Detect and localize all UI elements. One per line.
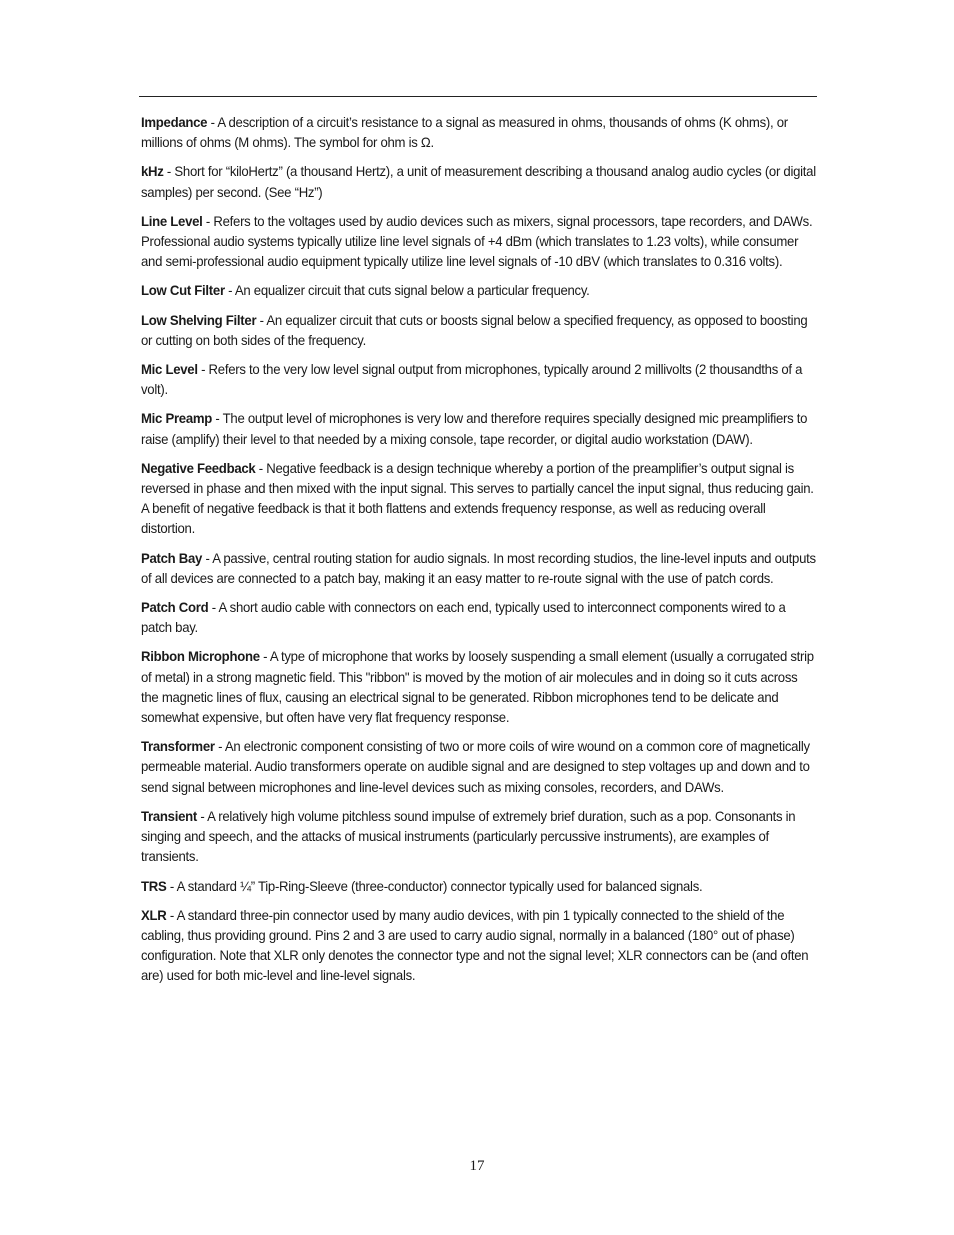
glossary-term: Transient: [141, 807, 197, 824]
glossary-term: kHz: [141, 163, 164, 180]
glossary-term: Line Level: [141, 212, 203, 229]
glossary-entry-low-shelving-filter: [141, 310, 817, 350]
glossary-entry-transformer: [141, 736, 817, 797]
glossary-entry-khz: [141, 161, 817, 201]
glossary-entry-transient: [141, 806, 817, 867]
page-number: 17: [469, 1158, 485, 1174]
glossary-term: Mic Preamp: [141, 410, 213, 427]
glossary-entry-line-level: [141, 211, 817, 272]
glossary-entry-mic-level: [141, 359, 817, 399]
glossary-entry-trs: [141, 876, 817, 896]
glossary-definition: - A type of microphone that works by loosely suspending a small element (usually a corrugated strip of metal) in a strong magnetic field. This "ribbon" is moved by the motion of air molecules and in doing so it cuts across the magnetic lines of flux, causing an electrical signal to be generated. Ribbon microphones tend to be delicate and somewhat expensive, but often have very flat frequency response.: [141, 648, 814, 726]
glossary-term: Ribbon Microphone: [141, 648, 260, 665]
glossary-term: Transformer: [141, 738, 215, 755]
glossary-list: [141, 112, 817, 995]
glossary-entry-mic-preamp: [141, 408, 817, 448]
glossary-entry-patch-cord: [141, 597, 817, 637]
glossary-term: Low Shelving Filter: [141, 311, 257, 328]
glossary-term: Mic Level: [141, 361, 198, 378]
glossary-term: TRS: [141, 877, 167, 894]
glossary-definition: - A short audio cable with connectors on each end, typically used to interconnect components wired to a patch bay.: [141, 599, 786, 636]
glossary-definition: - A relatively high volume pitchless sound impulse of extremely brief duration, such as a pop. Consonants in singing and speech, and the attacks of musical instruments (particularly percussive instruments), are examples of transients.: [141, 807, 796, 865]
glossary-definition: - A description of a circuit’s resistance to a signal as measured in ohms, thousands of ohms (K ohms), or millions of ohms (M ohms). The symbol for ohm is Ω.: [141, 114, 788, 151]
glossary-term: XLR: [141, 906, 167, 923]
glossary-definition: - The output level of microphones is very low and therefore requires specially designed mic preamplifiers to raise (amplify) their level to that needed by a mixing console, tape recorder, or digital audio workstation (DAW).: [141, 410, 808, 447]
glossary-entry-impedance: [141, 112, 817, 152]
glossary-definition: - An equalizer circuit that cuts signal below a particular frequency.: [224, 282, 590, 299]
glossary-term: Patch Bay: [141, 549, 203, 566]
glossary-definition: - A passive, central routing station for audio signals. In most recording studios, the line-level inputs and outputs of all devices are connected to a patch bay, making it an easy matter to re-route signal with the use of patch cords.: [141, 549, 816, 586]
glossary-entry-ribbon-microphone: [141, 646, 817, 727]
header-rule: [139, 96, 817, 97]
glossary-term: Negative Feedback: [141, 459, 256, 476]
glossary-definition: - A standard three-pin connector used by many audio devices, with pin 1 typically connected to the shield of the cabling, thus providing ground. Pins 2 and 3 are used to carry audio signal, normally in a balanced (180° out of phase) configuration. Note that XLR only denotes the connector type and not the signal level; XLR connectors can be (and often are) used for both mic-level and line-level signals.: [141, 906, 809, 984]
glossary-term: Low Cut Filter: [141, 282, 225, 299]
glossary-definition: - An electronic component consisting of two or more coils of wire wound on a common core of magnetically permeable material. Audio transformers operate on audible signal and are designed to step voltages up and down and to send signal between microphones and line-level devices such as mixing consoles, recorders, and DAWs.: [141, 738, 810, 795]
glossary-entry-low-cut-filter: [141, 280, 817, 300]
glossary-definition: - An equalizer circuit that cuts or boosts signal below a specified frequency, as opposed to boosting or cutting on both sides of the frequency.: [141, 311, 808, 348]
glossary-entry-negative-feedback: [141, 458, 817, 539]
glossary-definition: - A standard ¼” Tip-Ring-Sleeve (three-conductor) connector typically used for balanced signals.: [166, 877, 703, 894]
glossary-entry-patch-bay: [141, 548, 817, 588]
glossary-definition: - Refers to the voltages used by audio devices such as mixers, signal processors, tape recorders, and DAWs. Professional audio systems typically utilize line level signals of +4 dBm (which translates to 1.23 volts), while consumer and semi-professional audio equipment typically utilize line level signals of -10 dBV (which translates to 0.316 volts).: [141, 212, 813, 270]
glossary-definition: - Short for “kiloHertz” (a thousand Hertz), a unit of measurement describing a thousand analog audio cycles (or digital samples) per second. (See “Hz”): [141, 163, 816, 200]
glossary-term: Patch Cord: [141, 599, 209, 616]
glossary-entry-xlr: [141, 905, 817, 986]
glossary-definition: - Refers to the very low level signal output from microphones, typically around 2 millivolts (2 thousandths of a volt).: [141, 361, 803, 398]
glossary-term: Impedance: [141, 114, 208, 130]
glossary-definition: - Negative feedback is a design technique whereby a portion of the preamplifier’s output signal is reversed in phase and then mixed with the input signal. This serves to partially cancel the input signal, thus reducing gain. A benefit of negative feedback is that it both flattens and extends frequency response, as well as reducing overall distortion.: [141, 459, 814, 537]
